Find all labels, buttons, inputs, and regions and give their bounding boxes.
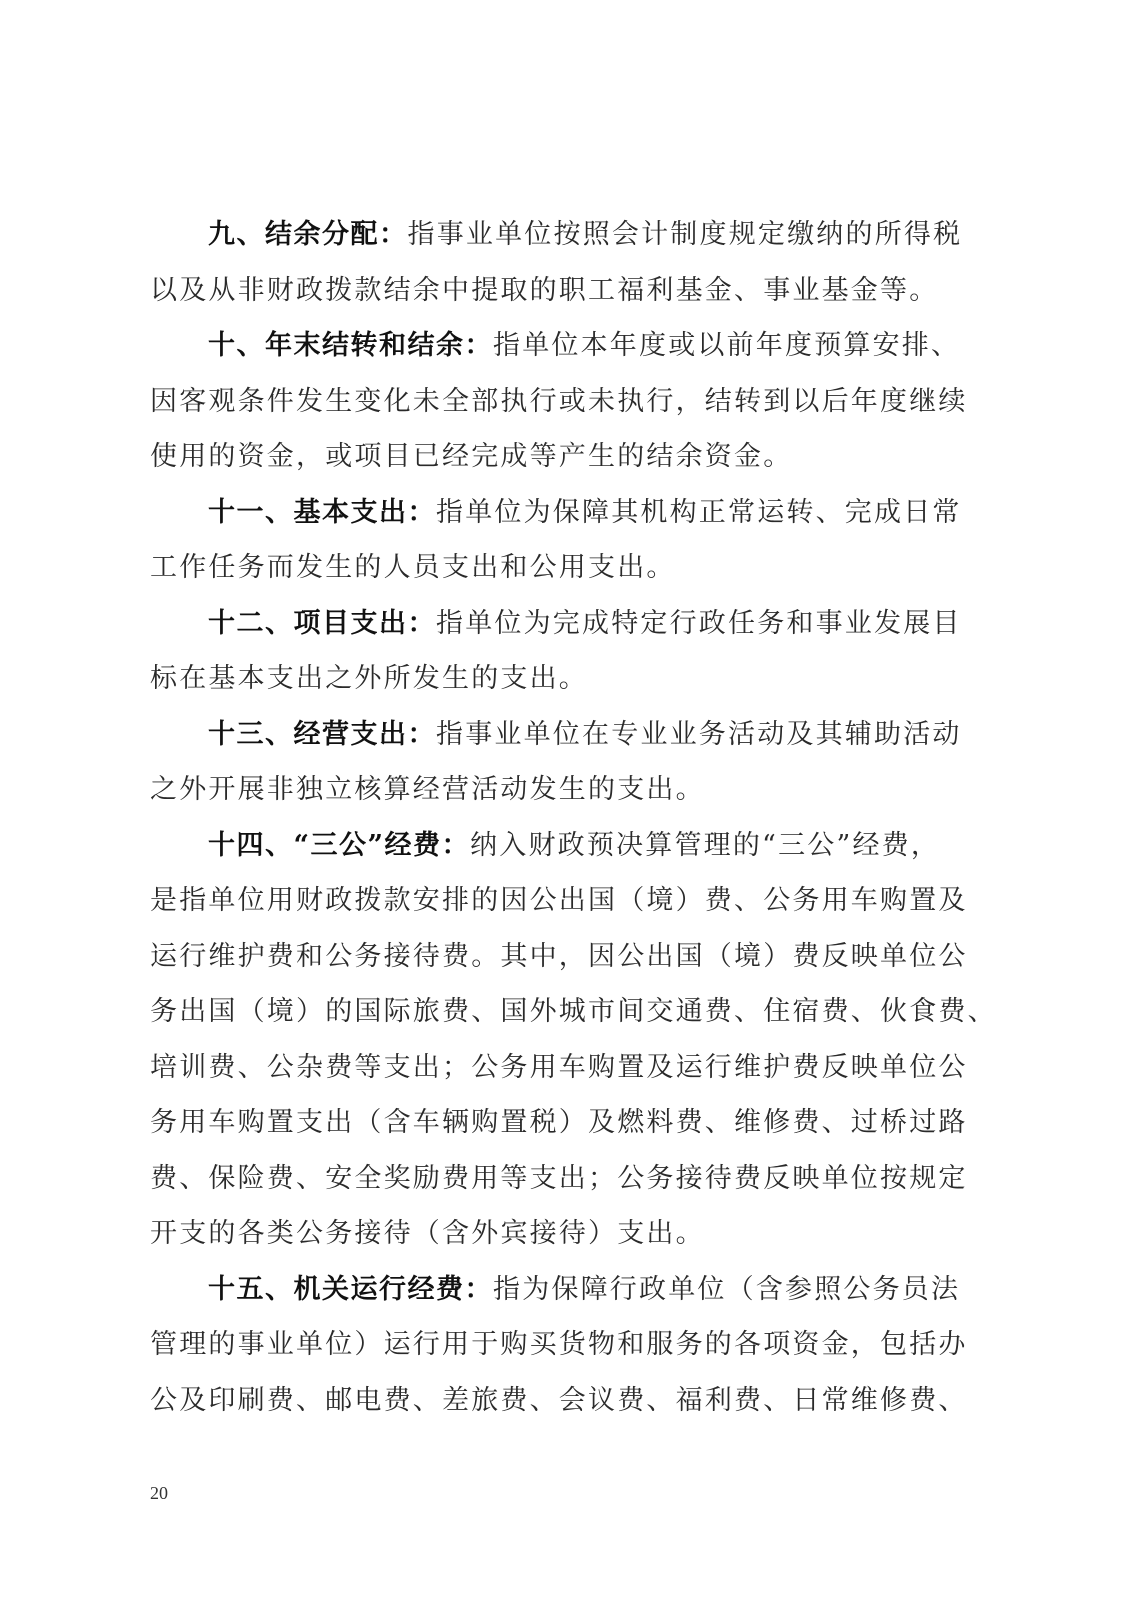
document-body (150, 212, 997, 1433)
term-heading: 九、结余分配： (208, 219, 408, 250)
paragraph-14-line-5 (150, 1045, 975, 1101)
paragraph-text: 是指单位用财政拨款安排的因公出国（境）费、公务用车购置及 (150, 885, 968, 916)
paragraph-text: 以及从非财政拨款结余中提取的职工福利基金、事业基金等。 (150, 274, 939, 306)
paragraph-text: 管理的事业单位）运行用于购买货物和服务的各项资金，包括办 (150, 1329, 968, 1360)
page-number: 20 (150, 1483, 168, 1503)
paragraph-15-line-3 (150, 1378, 975, 1434)
paragraph-14-line-4 (150, 989, 997, 1045)
paragraph-13-line-1 (150, 712, 975, 768)
paragraph-14-line-3 (150, 934, 975, 990)
paragraph-text: 指事业单位在专业业务活动及其辅助活动 (436, 718, 962, 750)
paragraph-10-line-3 (150, 434, 975, 490)
paragraph-text: 因客观条件发生变化未全部执行或未执行，结转到以后年度继续 (150, 385, 968, 417)
paragraph-15-line-1 (150, 1267, 975, 1323)
term-heading: 十二、项目支出： (208, 607, 436, 639)
paragraph-text: 使用的资金，或项目已经完成等产生的结余资金。 (150, 441, 793, 472)
paragraph-text: 公及印刷费、邮电费、差旅费、会议费、福利费、日常维修费、 (150, 1384, 968, 1416)
paragraph-15-line-2 (150, 1322, 975, 1378)
paragraph-12-line-2 (150, 656, 975, 712)
paragraph-text: 务用车购置支出（含车辆购置税）及燃料费、维修费、过桥过路 (150, 1107, 968, 1138)
paragraph-text: 务出国（境）的国际旅费、国外城市间交通费、住宿费、伙食费、 (150, 996, 997, 1027)
paragraph-text: 标在基本支出之外所发生的支出。 (150, 663, 588, 694)
paragraph-13-line-2 (150, 767, 975, 823)
paragraph-text: 指为保障行政单位（含参照公务员法 (493, 1273, 961, 1305)
paragraph-text: 费、保险费、安全奖励费用等支出；公务接待费反映单位按规定 (150, 1162, 968, 1194)
paragraph-text: 之外开展非独立核算经营活动发生的支出。 (150, 774, 705, 805)
paragraph-text: 培训费、公杂费等支出；公务用车购置及运行维护费反映单位公 (150, 1051, 968, 1083)
paragraph-14-line-6 (150, 1100, 975, 1156)
paragraph-text: 运行维护费和公务接待费。其中，因公出国（境）费反映单位公 (150, 940, 968, 972)
paragraph-text: 指单位本年度或以前年度预算安排、 (493, 330, 961, 361)
paragraph-10-line-1 (150, 323, 975, 379)
term-heading: 十五、机关运行经费： (208, 1273, 493, 1305)
paragraph-14-line-8 (150, 1211, 975, 1267)
paragraph-text: 开支的各类公务接待（含外宾接待）支出。 (150, 1218, 705, 1249)
paragraph-9-line-2 (150, 268, 975, 324)
paragraph-text: 指单位为完成特定行政任务和事业发展目 (436, 607, 962, 639)
term-heading: 十三、经营支出： (208, 718, 436, 750)
paragraph-11-line-2 (150, 545, 975, 601)
paragraph-12-line-1 (150, 601, 975, 657)
term-heading: 十一、基本支出： (208, 496, 436, 528)
term-heading: 十、年末结转和结余： (208, 330, 493, 361)
paragraph-9-line-1 (150, 212, 975, 268)
paragraph-text: 指单位为保障其机构正常运转、完成日常 (436, 496, 962, 528)
paragraph-text: 指事业单位按照会计制度规定缴纳的所得税 (407, 219, 963, 250)
paragraph-14-line-7 (150, 1156, 975, 1212)
paragraph-14-line-2 (150, 878, 975, 934)
paragraph-text: 纳入财政预决算管理的“三公”经费， (470, 829, 941, 861)
paragraph-11-line-1 (150, 490, 975, 546)
paragraph-text: 工作任务而发生的人员支出和公用支出。 (150, 552, 676, 583)
paragraph-14-line-1 (150, 823, 975, 879)
paragraph-10-line-2 (150, 379, 975, 435)
term-heading: 十四、“三公”经费： (208, 829, 471, 861)
